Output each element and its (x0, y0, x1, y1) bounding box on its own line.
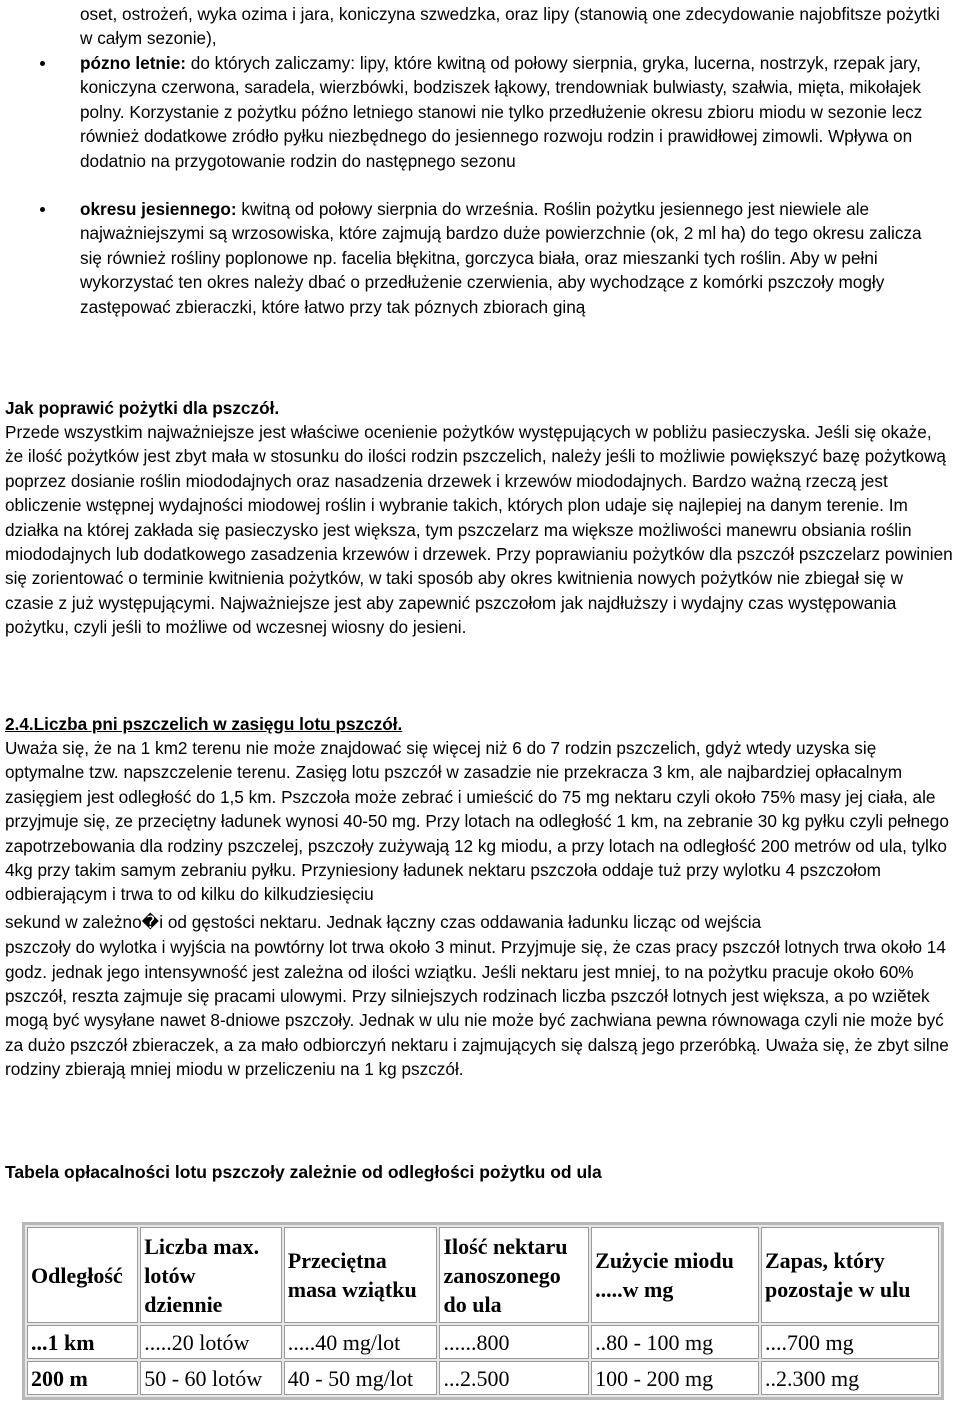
table-header-cell: Zapas, który pozostaje w ulu (761, 1227, 939, 1323)
table-header-cell: Zużycie miodu .....w mg (591, 1227, 759, 1323)
intro-continuation-block (80, 2, 948, 51)
table-cell: 100 - 200 mg (591, 1361, 759, 1395)
profitability-table (22, 1222, 944, 1400)
section-body: Przede wszystkim najważniejsze jest właściwe ocenienie pożytków występujących w pobliżu pasieczyska. Jeśli się okaże, że ilość pożytków jest zbyt mała w stosunku do ilości rodzin pszczelich, należy jeśli to możliwie powiększyć bazę pożytkową poprzez dosianie roślin miododajnych oraz nasadzenia drzewek i krzewów miododajnych. Bardzo ważną rzeczą jest obliczenie wstępnej wydajności miodowej roślin i wybranie takich, których plon udaje się najlepiej na danym terenie. Im działka na której zakłada się pasieczysko jest większa, tym pszczelarz ma większe możliwości manewru obsiania roślin miododajnych lub dodatkowego zasadzenia krzewów i drzewek. Przy poprawianiu pożytków dla pszczół pszczelarz powinien się zorientować o terminie kwitnienia pożytków, w taki sposób aby okres kwitnienia nowych pożytków nie zbiegał się w czasie z już występującymi. Najważniejsze jest aby zapewnić pszczołom jak najdłuższy i wydajny czas występowania pożytku, czyli jeśli to możliwe od wczesnej wiosny do jesieni. (5, 422, 953, 638)
table-cell: ..80 - 100 mg (591, 1325, 759, 1359)
table-cell: .....40 mg/lot (284, 1325, 438, 1359)
table-cell: ..2.300 mg (761, 1361, 939, 1395)
intro-continuation: oset, ostrożeń, wyka ozima i jara, koniczyna szwedzka, oraz lipy (stanowią one zdecydowanie najobfitsze pożytki w całym sezonie), (80, 4, 940, 49)
table-row (27, 1325, 939, 1359)
bullet-text: kwitną od połowy sierpnia do września. Roślin pożytku jesiennego jest niewiele ale najważniejszymi są wrzosowiska, które zajmują bardzo duże powierzchnie (ok, 2 ml ha) do tego okresu zalicza się również rośliny poplonowe np. facelia błękitna, gorczyca biała, oraz mieszanki tych roślin. Aby w pełni wykorzystać ten okres należy dbać o przedłużenie czerwienia, aby wychodzące z komórki pszczoły mogły zastępować zbieraczki, które łatwo przy tak póznych zbiorach giną (80, 199, 922, 317)
section-heading: Jak poprawić pożytki dla pszczół. (5, 398, 280, 418)
table-header-cell: Liczba max. lotów dziennie (140, 1227, 282, 1323)
section-body-part2: sekund w zależno�i od gęstości nektaru. Jednak łączny czas oddawania ładunku licząc od wejścia (5, 911, 762, 932)
bullet-lead: pózno letnie: (80, 53, 186, 73)
bullet-list (0, 51, 960, 173)
table-title-block (5, 1160, 954, 1184)
table-cell: ....700 mg (761, 1325, 939, 1359)
bullet-paragraph (80, 51, 948, 173)
table-header-cell: Przeciętna masa wziątku (284, 1227, 438, 1323)
table-title: Tabela opłacalności lotu pszczoły zależnie od odległości pożytku od ula (5, 1162, 602, 1182)
section-hive-count (5, 712, 954, 1082)
table-cell: 40 - 50 mg/lot (284, 1361, 438, 1395)
bullet-list-2 (0, 197, 960, 319)
bullet-item-autumn (0, 197, 960, 319)
table-cell: .....20 lotów (140, 1325, 282, 1359)
bullet-text: do których zaliczamy: lipy, które kwitną od połowy sierpnia, gryka, lucerna, nostrzyk, rzepak jary, koniczyna czerwona, saradela, wierzbówki, bodziszek łąkowy, trendowniak bulwiasty, szałwia, mięta, mikołajek polny. Korzystanie z pożytku późno letniego stanowi nie tylko przedłużenie okresu zbioru miodu w sezonie lecz również dodatkowe zródło pyłku niezbędnego do jesiennego rozwoju rodzin i prawidłowej zimowli. Wpływa on dodatnio na przygotowanie rodzin do następnego sezonu (80, 53, 923, 171)
section-body-part3: pszczoły do wylotka i wyjścia na powtórny lot trwa około 3 minut. Przyjmuje się, że czas pracy pszczół lotnych trwa około 14 godz. jednak jego intensywność jest zależna od ilości wziątku. Jeśli nektaru jest mniej, to na pożytku pracuje około 60% pszczół, reszta zajmuje się pracami ulowymi. Przy silniejszych rodzinach liczba pszczół lotnych jest większa, a po wziĕtek mogą być wysyłane nawet 8-dniowe pszczoły. Jednak w ulu nie może być zachwiana pewna równowaga czyli nie może być za dużo pszczół zbieraczek, a za mało odbiorczyń nektaru i zajmujących się dalszą jego przeróbką. Uważa się, że zbyt silne rodziny zbierają mniej miodu w przeliczeniu na 1 kg pszczół. (5, 937, 949, 1080)
table-cell: ...2.500 (439, 1361, 589, 1395)
table-cell: ...1 km (27, 1325, 138, 1359)
section-improve-forage (5, 396, 954, 640)
bullet-dot-icon (40, 207, 45, 212)
bullet-lead: okresu jesiennego: (80, 199, 237, 219)
bullet-item-late-summer (0, 51, 960, 173)
table-cell: 200 m (27, 1361, 138, 1395)
bullet-paragraph (80, 197, 948, 319)
table-header-cell: Ilość nektaru zanoszonego do ula (439, 1227, 589, 1323)
table-cell: ......800 (439, 1325, 589, 1359)
table-cell: 50 - 60 lotów (140, 1361, 282, 1395)
table-header-row (27, 1227, 939, 1323)
table-header-cell: Odległość (27, 1227, 138, 1323)
section-heading (5, 712, 954, 736)
bullet-dot-icon (40, 61, 45, 66)
section-heading-text: 2.4.Liczba pni pszczelich w zasięgu lotu pszczół. (5, 714, 403, 734)
section-body-part1: Uważa się, że na 1 km2 terenu nie może znajdować się więcej niż 6 do 7 rodzin pszczelich, gdyż wtedy uzyska się optymalne tzw. napszczelenie terenu. Zasięg lotu pszczół w zasadzie nie przekracza 3 km, ale najbardziej opłacalnym zasięgiem jest odległość do 1,5 km. Pszczoła może zebrać i umieścić do 75 mg nektaru czyli około 75% masy jej ciała, ale przyjmuje się, ze przeciętny ładunek wynosi 40-50 mg. Przy lotach na odległość 1 km, na zebranie 30 kg pyłku czyli pełnego zapotrzebowania dla rodziny pszczelej, pszczoły zużywają 12 kg miodu, a przy lotach na odległość 200 metrów od ula, tylko 4kg przy takim samym zebraniu pyłku. Przyniesiony ładunek nektaru pszczoła oddaje tuż przy wylotku 4 pszczołom odbierającym i trwa to od kilku do kilkudziesięciu (5, 738, 949, 905)
table-row (27, 1361, 939, 1395)
